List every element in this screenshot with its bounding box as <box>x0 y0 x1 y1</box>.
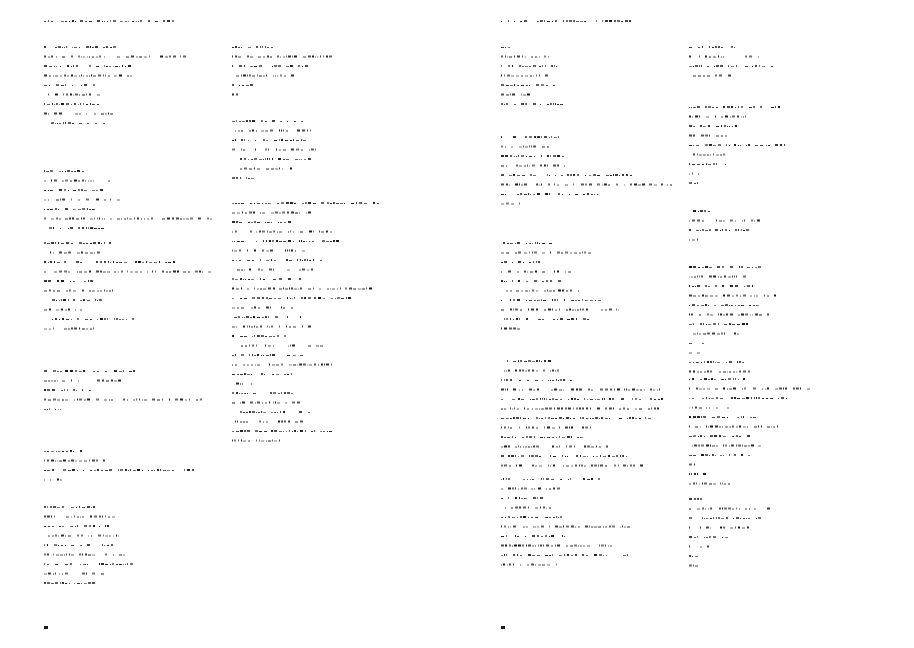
column-a-line <box>501 47 510 48</box>
page-number-mark <box>44 626 48 629</box>
column-b-line <box>240 411 310 413</box>
column-b-line <box>232 94 238 96</box>
column-b-line <box>693 75 731 77</box>
column-b-line <box>232 288 372 290</box>
column-b-line <box>241 345 323 347</box>
column-a-line <box>504 370 559 372</box>
column-a-line <box>44 180 110 182</box>
column-b-line <box>232 240 339 242</box>
column-a-line <box>44 450 82 452</box>
column-b-line <box>689 276 746 278</box>
column-a-line <box>501 497 543 499</box>
column-b-line <box>689 426 778 428</box>
column-b-line <box>232 440 280 442</box>
column-b-line <box>689 473 706 475</box>
column-a-line <box>501 465 643 467</box>
column-b-line <box>689 304 759 306</box>
column-a-line <box>44 65 131 67</box>
running-header <box>44 20 174 22</box>
column-a-line <box>44 218 212 220</box>
column-a-line <box>44 479 62 481</box>
column-a-line <box>44 389 91 391</box>
column-b-line <box>689 416 756 418</box>
column-a-line <box>44 113 113 115</box>
column-b-line <box>232 364 332 366</box>
column-b-line <box>689 125 737 127</box>
column-b-line <box>689 483 730 485</box>
column-b-line <box>232 278 301 280</box>
column-a-line <box>44 573 104 575</box>
column-a-line <box>44 563 133 565</box>
column-b-line <box>232 354 303 356</box>
column-b-line <box>689 546 709 548</box>
column-a-line <box>44 460 105 462</box>
column-a-line <box>44 46 116 48</box>
column-b-line <box>689 353 700 354</box>
column-a-line <box>501 398 663 400</box>
column-a-line <box>503 242 552 244</box>
column-b-line <box>693 154 725 156</box>
column-b-line <box>689 46 735 48</box>
column-b-line <box>232 84 253 86</box>
column-a-line <box>501 280 561 282</box>
column-b-line <box>689 229 749 231</box>
column-b-line <box>232 307 293 309</box>
column-b-line <box>240 168 292 170</box>
column-b-line <box>240 158 311 160</box>
column-a-line <box>501 136 559 138</box>
column-a-line <box>44 469 194 471</box>
column-b-line <box>689 371 750 373</box>
column-b-line <box>232 430 332 432</box>
column-b-line <box>689 407 729 409</box>
column-b-line <box>232 46 273 48</box>
column-b-line <box>236 75 294 77</box>
column-b-line <box>689 464 695 466</box>
column-a-line <box>44 199 120 201</box>
column-b-line <box>693 210 710 212</box>
column-b-line <box>693 333 739 335</box>
column-a-line <box>501 516 562 518</box>
column-b-line <box>232 202 379 204</box>
right-page <box>457 0 914 648</box>
column-b-line <box>689 397 787 399</box>
column-a-line <box>501 203 520 205</box>
column-a-line <box>44 525 109 527</box>
column-b-line <box>234 316 301 318</box>
column-b-line <box>689 220 760 222</box>
column-a-line <box>501 252 591 254</box>
column-b-line <box>689 65 773 67</box>
column-a-line <box>52 318 134 320</box>
column-a-line <box>501 309 619 311</box>
column-a-line <box>501 184 672 186</box>
column-b-line <box>689 116 746 118</box>
column-a-line <box>501 299 601 301</box>
column-a-line <box>501 174 632 176</box>
column-b-line <box>689 517 761 519</box>
column-b-line <box>689 508 770 510</box>
column-a-line <box>501 328 520 330</box>
column-b-line <box>689 536 728 538</box>
column-a-line <box>505 507 551 509</box>
column-b-line <box>689 565 698 567</box>
column-b-line <box>689 498 702 500</box>
column-a-line <box>44 309 82 311</box>
column-b-line <box>689 182 698 184</box>
column-a-line <box>501 155 564 157</box>
column-a-line <box>44 242 111 244</box>
column-a-line <box>501 417 651 419</box>
column-b-line <box>689 106 780 108</box>
column-a-line <box>44 56 186 58</box>
column-a-line <box>44 380 121 382</box>
column-b-line <box>232 120 303 122</box>
column-b-line <box>232 212 311 214</box>
column-b-line <box>232 250 305 252</box>
column-a-line <box>49 227 104 229</box>
column-a-line <box>501 427 591 429</box>
column-a-line <box>501 554 628 556</box>
column-a-line <box>507 360 551 362</box>
column-a-line <box>44 408 61 410</box>
column-a-line <box>44 271 211 273</box>
column-b-line <box>235 421 303 423</box>
running-header <box>501 20 631 22</box>
column-b-line <box>689 555 698 557</box>
column-a-line <box>501 165 565 167</box>
column-a-line <box>501 271 571 273</box>
column-a-line <box>504 318 589 320</box>
column-b-line <box>237 269 313 271</box>
column-b-line <box>689 135 727 137</box>
column-a-line <box>501 478 600 480</box>
column-b-line <box>689 378 745 380</box>
column-b-line <box>232 373 292 375</box>
column-a-line <box>506 290 579 292</box>
column-b-line <box>689 388 810 390</box>
column-b-line <box>689 527 749 529</box>
column-b-line <box>689 173 699 175</box>
column-a-line <box>48 94 100 96</box>
column-a-line <box>501 389 660 391</box>
column-a-line <box>501 564 557 566</box>
column-a-line <box>501 261 540 263</box>
column-a-line <box>501 545 612 547</box>
column-b-line <box>232 402 300 404</box>
column-a-line <box>501 94 530 96</box>
column-a-line <box>501 535 565 537</box>
column-b-line <box>232 326 311 328</box>
column-b-line <box>689 314 769 316</box>
column-a-line <box>44 328 94 330</box>
column-a-line <box>501 65 557 67</box>
column-a-line <box>48 535 119 537</box>
column-b-line <box>232 297 351 299</box>
page-number-mark <box>501 626 505 629</box>
column-a-line <box>501 379 572 381</box>
column-a-line <box>44 208 95 210</box>
column-b-line <box>236 383 252 385</box>
column-a-line <box>501 103 563 105</box>
column-a-line <box>501 56 549 58</box>
column-a-line <box>501 436 583 438</box>
column-b-line <box>689 361 744 363</box>
column-b-line <box>232 335 286 337</box>
column-b-line <box>232 139 306 141</box>
column-a-line <box>44 189 103 191</box>
column-b-line <box>232 231 332 233</box>
column-a-line <box>44 370 135 372</box>
column-a-line <box>44 170 84 172</box>
column-a-line <box>44 544 113 546</box>
column-a-line <box>501 488 560 490</box>
column-b-line <box>689 163 726 165</box>
column-b-line <box>232 177 254 179</box>
column-b-line <box>689 266 761 268</box>
column-b-line <box>232 56 332 58</box>
column-a-line <box>501 526 630 528</box>
column-a-line <box>51 122 105 124</box>
column-b-line <box>689 454 750 456</box>
column-a-line <box>44 554 125 556</box>
column-a-line <box>44 582 95 584</box>
column-b-line <box>232 392 293 394</box>
column-b-line <box>689 144 785 146</box>
column-b-line <box>232 259 322 261</box>
column-a-line <box>52 299 102 301</box>
column-a-line <box>44 103 99 105</box>
column-a-line <box>50 252 100 254</box>
column-b-line <box>235 130 311 132</box>
column-a-line <box>501 446 608 448</box>
column-b-line <box>689 295 776 297</box>
column-a-line <box>501 408 659 410</box>
column-a-line <box>44 516 115 518</box>
column-b-line <box>232 221 291 223</box>
column-b-line <box>692 445 761 447</box>
column-a-line <box>44 75 132 77</box>
column-b-line <box>689 239 698 241</box>
column-a-line <box>44 280 93 282</box>
column-a-line <box>44 290 113 292</box>
column-b-line <box>689 56 759 58</box>
right-page-text-block <box>457 0 914 648</box>
column-a-line <box>44 399 202 401</box>
column-b-line <box>232 65 308 67</box>
column-b-line <box>689 435 750 437</box>
column-b-line <box>689 285 753 287</box>
column-a-line <box>44 261 175 263</box>
column-a-line <box>501 146 549 148</box>
column-b-line <box>689 323 748 325</box>
column-a-line <box>44 84 95 86</box>
column-a-line <box>501 84 555 86</box>
column-a-line <box>501 75 548 77</box>
column-a-line <box>44 506 95 508</box>
column-b-line <box>232 149 316 151</box>
column-a-line <box>501 455 627 457</box>
column-a-line <box>501 193 598 195</box>
column-b-line <box>689 343 704 344</box>
